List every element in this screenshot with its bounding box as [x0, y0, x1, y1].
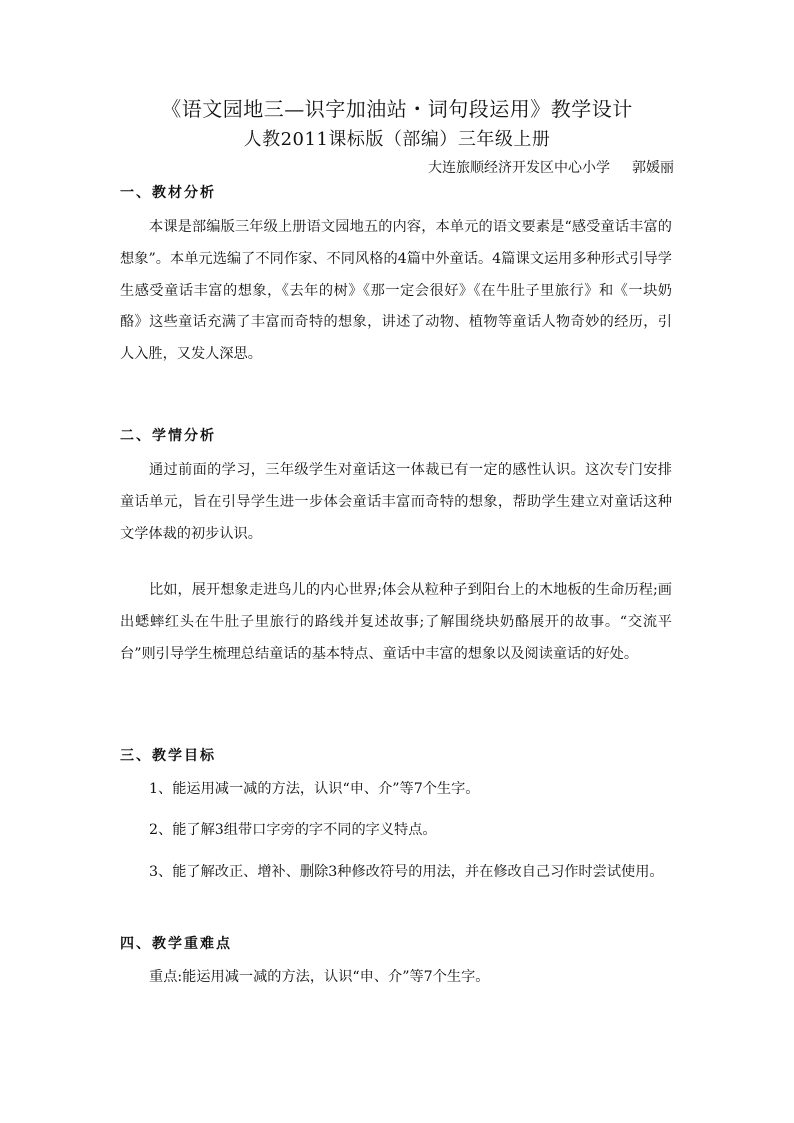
- section-heading-1: 一、教材分析: [120, 185, 216, 201]
- author-line: [428, 157, 674, 177]
- objective-item-1: 1、能运用减一减的方法，认识“申、介”等7个生字。: [149, 781, 480, 797]
- section-heading-4: 四、教学重难点: [120, 936, 232, 952]
- key-point-item-1: 重点:能运用减一减的方法，认识“申、介”等7个生字。: [149, 969, 490, 985]
- document-title: 《语文园地三—识字加油站・词句段运用》教学设计: [161, 97, 633, 121]
- section-2-paragraph-1: 通过前面的学习，三年级学生对童话这一体裁已有一定的感性认识。这次专门安排童话单元，旨在引导学生进一步体会童话丰富而奇特的想象，帮助学生建立对童话这种文学体裁的初步认识。: [120, 462, 672, 542]
- school-name: 大连旅顺经济开发区中心小学: [428, 160, 610, 176]
- objective-item-2: 2、能了解3组带口字旁的字不同的字义特点。: [149, 822, 437, 838]
- section-2-paragraph-2: 比如，展开想象走进鸟儿的内心世界;体会从粒种子到阳台上的木地板的生命历程;画出蟋蟀红头在牛肚子里旅行的路线并复述故事;了解围绕块奶酪展开的故事。“交流平台”则引导学生梳理总结童话的基本特点、童话中丰富的想象以及阅读童话的好处。: [120, 582, 672, 662]
- section-heading-2: 二、学情分析: [120, 428, 216, 444]
- objective-item-3: 3、能了解改正、增补、删除3种修改符号的用法，并在修改自己习作时尝试使用。: [149, 864, 664, 880]
- section-heading-3: 三、教学目标: [120, 748, 216, 764]
- section-1-paragraph-1: 本课是部编版三年级上册语文园地五的内容，本单元的语文要素是“感受童话丰富的想象”。本单元选编了不同作家、不同风格的4篇中外童话。4篇课文运用多种形式引导学生感受童话丰富的想象，《去年的树》《那一定会很好》《在牛肚子里旅行》和《一块奶酪》这些童话充满了丰富而奇特的想象，讲述了动物、植物等童话人物奇妙的经历，引人入胜，又发人深思。: [120, 219, 672, 363]
- document-subtitle: 人教2011课标版（部编）三年级上册: [243, 129, 551, 150]
- author-name: 郭媛丽: [632, 160, 674, 176]
